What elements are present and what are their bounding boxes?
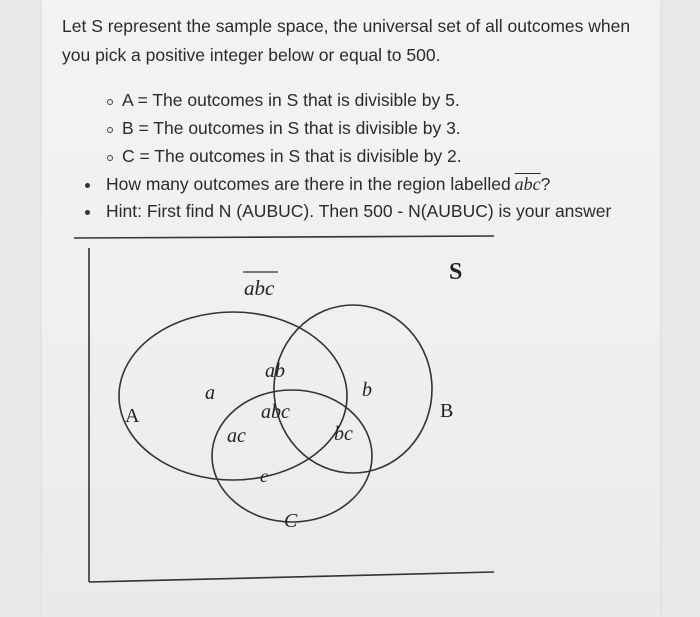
circle-b (274, 305, 432, 473)
complement-label: abc (244, 276, 275, 300)
question-text: How many outcomes are there in the region labelled (106, 174, 511, 194)
set-definitions (105, 86, 462, 170)
universe-top-edge (74, 236, 494, 238)
region-c-label: c (260, 466, 268, 486)
question-symbol: $\overline{abc}$ (514, 174, 541, 194)
universe-label: S (449, 259, 463, 285)
region-a-label: a (205, 382, 215, 404)
circle-a (119, 312, 347, 480)
circle-a-label: A (125, 405, 140, 427)
set-definition-b: B = The outcomes in S that is divisible by 3. (105, 114, 462, 142)
hint-item: Hint: First find N (AUBUC). Then 500 - N(AUBUC) is your answer (84, 198, 611, 225)
region-b-label: b (362, 379, 372, 401)
problem-intro: Let S represent the sample space, the universal set of all outcomes when you pick a positive integer below or equal to 500. (62, 16, 631, 65)
set-definition-a: A = The outcomes in S that is divisible by 5. (105, 86, 462, 114)
question-mark: ? (540, 174, 551, 194)
venn-diagram (68, 232, 498, 592)
circle-b-label: B (440, 400, 454, 422)
region-abc-label: abc (261, 401, 290, 423)
question-item (84, 171, 611, 198)
question-list (84, 171, 611, 225)
circle-c-label: C (284, 510, 298, 532)
region-ac-label: ac (227, 425, 246, 447)
set-definition-c: C = The outcomes in S that is divisible by 2. (105, 142, 462, 170)
universe-bottom-edge (89, 572, 494, 582)
region-ab-label: ab (265, 360, 285, 382)
region-bc-label: bc (334, 423, 353, 445)
circle-c (212, 390, 372, 522)
